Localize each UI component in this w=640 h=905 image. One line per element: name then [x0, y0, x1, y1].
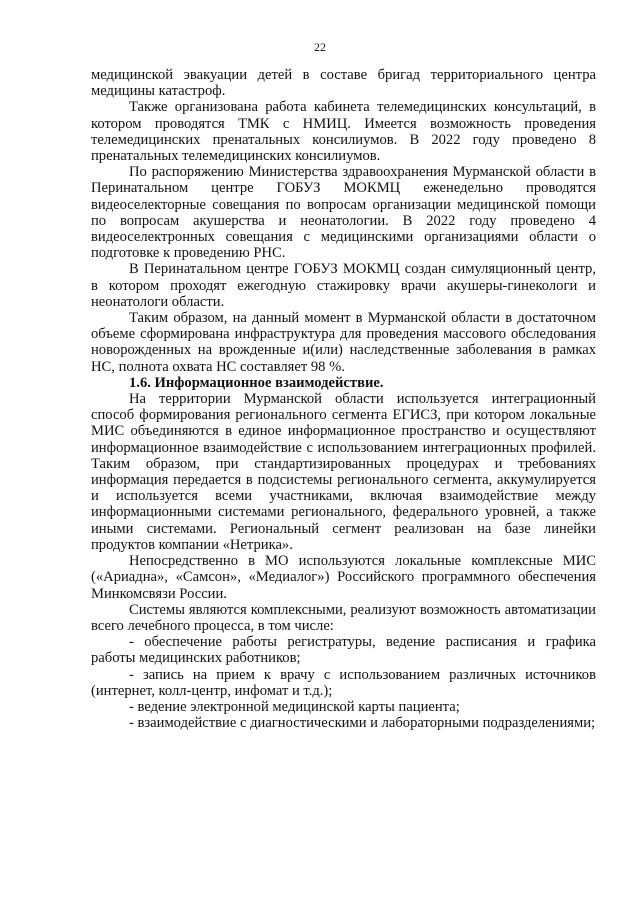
paragraph-infrastructure-summary: Таким образом, на данный момент в Мурманской области в достаточном объеме сформирована инфраструктура для проведения массового обследования новорожденных на врожденные и(или) наследственные заболевания в рамках НС, полнота охвата НС составляет 98 %.	[91, 310, 596, 375]
list-item-emr: - ведение электронной медицинской карты пациента;	[129, 698, 460, 715]
list-item-diagnostics: - взаимодействие с диагностическими и лабораторными подразделениями;	[129, 715, 596, 732]
paragraph-telemedicine: Также организована работа кабинета телемедицинских консультаций, в котором проводятся ТМК с НМИЦ. Имеется возможность проведения телемедицинских пренатальных консилиумов. В 2022 году проведено 8 пренатальных телемедицинских консилиумов.	[91, 99, 596, 165]
paragraph-integration: На территории Мурманской области используется интеграционный способ формирования регионального сегмента ЕГИСЗ, при котором локальные МИС объединяются в единое информационное пространство и осуществляют информационное взаимодействие с использованием интеграционных профилей. Таким образом, при стандартизированных процедурах и требованиях информация передается в подсистемы регионального сегмента, аккумулируется и используется всеми участниками, включая взаимодействие между информационными системами регионального, федерального уровней, а также иными системами. Региональный сегмент реализован на базе линейки продуктов компании «Нетрика».	[91, 391, 596, 553]
paragraph-evacuation: медицинской эвакуации детей в составе бригад территориального центра медицины катастроф.	[91, 67, 596, 100]
paragraph-simulation-center: В Перинатальном центре ГОБУЗ МОКМЦ создан симуляционный центр, в котором проходят ежегодную стажировку врачи акушеры-гинекологи и неонатологи области.	[91, 261, 596, 310]
paragraph-local-mis: Непосредственно в МО используются локальные комплексные МИС («Ариадна», «Самсон», «Медиалог») Российского программного обеспечения Минкомсвязи России.	[91, 553, 596, 602]
document-body	[91, 67, 596, 731]
section-heading: 1.6. Информационное взаимодействие.	[129, 374, 384, 391]
paragraph-video-meetings: По распоряжению Министерства здравоохранения Мурманской области в Перинатальном центре ГОБУЗ МОКМЦ еженедельно проводятся видеоселекторные совещания по вопросам организации медицинской помощи по вопросам акушерства и неонатологии. В 2022 году проведено 4 видеоселектронных совещания с медицинскими организациями области о подготовке к проведению РНС.	[91, 164, 596, 262]
list-item-registry: - обеспечение работы регистратуры, ведение расписания и графика работы медицинских работников;	[91, 634, 596, 667]
list-item-appointment: - запись на прием к врачу с использованием различных источников (интернет, колл-центр, инфомат и т.д.);	[91, 666, 596, 699]
page-number: 22	[314, 40, 326, 54]
paragraph-systems: Системы являются комплексными, реализуют возможность автоматизации всего лечебного процесса, в том числе:	[91, 601, 596, 634]
